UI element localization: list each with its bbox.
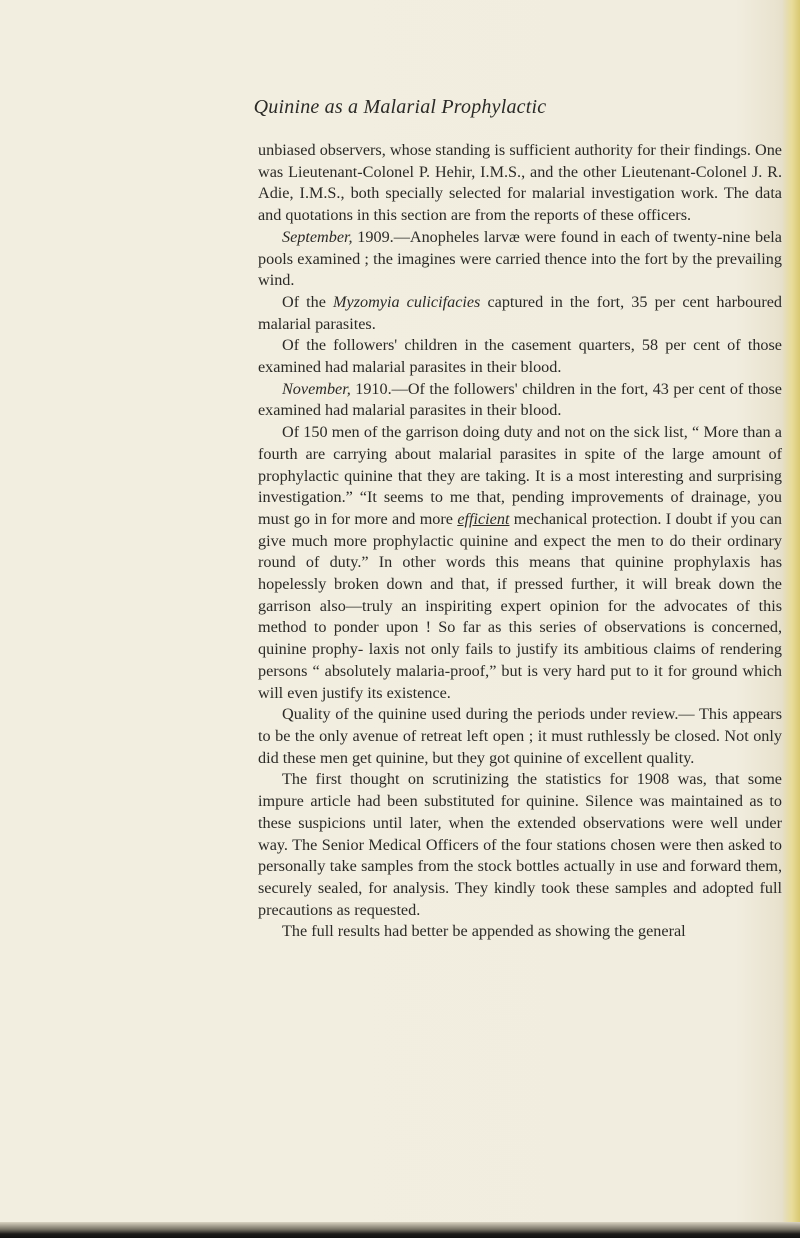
paragraph-text: unbiased observers, whose standing is sufficient authority for their findings. One was Lieutenant-Colonel P. Hehir, I.M.S., and the other Lieutenant-Colonel J. R. Adie, I.M.S., both specially selected for malarial investigation work. The data and quotations in this section are from the reports of these officers.: [258, 141, 782, 225]
running-head: Quinine as a Malarial Prophylactic: [253, 96, 547, 118]
paragraph-text: captured in the fort, 35 per cent harboured malarial parasites.: [258, 292, 782, 333]
emphasis-word: efficient: [457, 509, 510, 528]
body-text: [258, 140, 782, 943]
paragraph-8: [258, 769, 782, 921]
paragraph-7: [258, 704, 782, 769]
paragraph-3: [258, 292, 782, 335]
paragraph-4: [258, 335, 782, 378]
paragraph-1: [258, 140, 782, 227]
paragraph-text: 1909.—Anopheles larvæ were found in each of twenty-nine bela pools examined ; the imagines were carried thence into the fort by the prevailing wind.: [258, 227, 782, 290]
paragraph-2: [258, 227, 782, 292]
paragraph-text: Of the: [282, 292, 334, 311]
paragraph-text: mechanical protection. I doubt if you can give much more prophylactic quinine and expect the men to do their ordinary round of duty.” In other words this means that quinine prophylaxis has hopelessly broken down and that, if pressed further, it will break down the garrison also—truly an inspiriting expert opinion for the advocates of this method to ponder upon ! So far as this series of observations is concerned, quinine prophy- laxis not only fails to justify its ambitious claims of rendering persons “ absolutely malaria-proof,” but is very hard put to it for ground which will even justify its existence.: [258, 509, 782, 702]
paragraph-text: Of 150 men of the garrison doing duty and not on the sick list, “ More than a fourth are carrying about malarial parasites in spite of the large amount of prophylactic quinine that they are taking. It is a most interesting and surprising investigation.” “It seems to me that, pending improvements of drainage, you must go in for more and more: [258, 423, 782, 528]
species-name: Myzomyia culicifacies: [333, 292, 481, 311]
date-lead: September,: [282, 227, 353, 246]
paragraph-6: [258, 422, 782, 704]
paragraph-9: [258, 921, 782, 943]
date-lead: November,: [282, 379, 351, 398]
paragraph-text: The full results had better be appended as showing the general: [282, 922, 686, 941]
scan-bottom-edge: [0, 1222, 800, 1238]
paragraph-text: Of the followers' children in the casement quarters, 58 per cent of those examined had malarial parasites in their blood.: [258, 336, 782, 377]
paragraph-5: [258, 379, 782, 422]
paragraph-text: Quality of the quinine used during the periods under review.— This appears to be the only avenue of retreat left open ; it must ruthlessly be closed. Not only did these men get quinine, but they got quinine of excellent quality.: [258, 705, 782, 767]
paragraph-text: The first thought on scrutinizing the statistics for 1908 was, that some impure article had been substituted for quinine. Silence was maintained as to these suspicions until later, when the extended observations were well under way. The Senior Medical Officers of the four stations chosen were then asked to personally take samples from the stock bottles actually in use and forward them, securely sealed, for analysis. They kindly took these samples and adopted full precautions as requested.: [258, 770, 782, 919]
paragraph-text: 1910.—Of the followers' children in the fort, 43 per cent of those examined had malarial parasites in their blood.: [258, 379, 782, 420]
page-edge-shadow: [782, 0, 800, 1238]
